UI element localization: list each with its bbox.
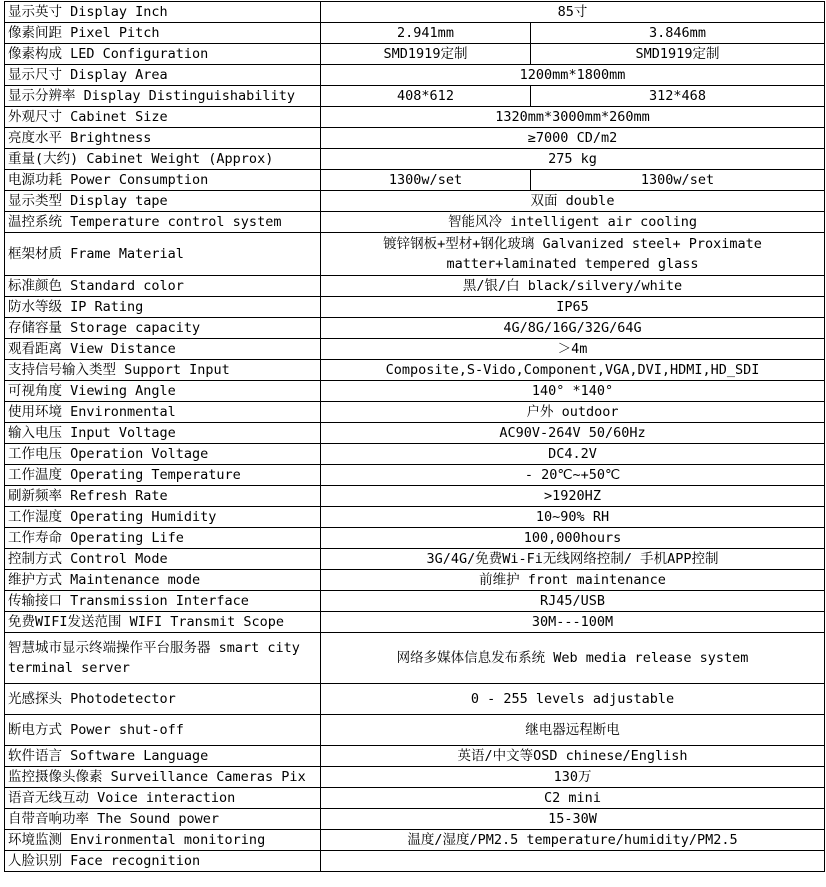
- spec-row: [5, 767, 825, 788]
- spec-value: 140° *140°: [321, 381, 825, 402]
- spec-row: [5, 23, 825, 44]
- spec-value: 户外 outdoor: [321, 402, 825, 423]
- spec-value: ＞4m: [321, 339, 825, 360]
- spec-label: 工作电压 Operation Voltage: [5, 444, 321, 465]
- spec-row: [5, 486, 825, 507]
- spec-row: [5, 528, 825, 549]
- spec-value: 网络多媒体信息发布系统 Web media release system: [321, 633, 825, 684]
- spec-label: 亮度水平 Brightness: [5, 128, 321, 149]
- spec-label: 显示英寸 Display Inch: [5, 2, 321, 23]
- spec-label: 控制方式 Control Mode: [5, 549, 321, 570]
- spec-label: 光感探头 Photodetector: [5, 684, 321, 715]
- spec-row: [5, 212, 825, 233]
- spec-label: 外观尺寸 Cabinet Size: [5, 107, 321, 128]
- spec-value: 15-30W: [321, 809, 825, 830]
- spec-row: [5, 612, 825, 633]
- spec-value: 前维护 front maintenance: [321, 570, 825, 591]
- spec-value: 1200mm*1800mm: [321, 65, 825, 86]
- spec-row: [5, 360, 825, 381]
- spec-row: [5, 809, 825, 830]
- spec-label: 可视角度 Viewing Angle: [5, 381, 321, 402]
- spec-row: [5, 402, 825, 423]
- spec-value: Composite,S-Vido,Component,VGA,DVI,HDMI,HD_SDI: [321, 360, 825, 381]
- spec-row: [5, 318, 825, 339]
- spec-row: [5, 570, 825, 591]
- spec-table: [4, 1, 825, 872]
- spec-label: 免费WIFI发送范围 WIFI Transmit Scope: [5, 612, 321, 633]
- spec-value: 2.941mm: [321, 23, 531, 44]
- spec-value: 130万: [321, 767, 825, 788]
- spec-row: [5, 233, 825, 276]
- spec-label: 标准颜色 Standard color: [5, 276, 321, 297]
- spec-label: 监控摄像头像素 Surveillance Cameras Pix: [5, 767, 321, 788]
- spec-value: 双面 double: [321, 191, 825, 212]
- spec-value: SMD1919定制: [531, 44, 825, 65]
- spec-label: 工作寿命 Operating Life: [5, 528, 321, 549]
- spec-value: 85寸: [321, 2, 825, 23]
- spec-row: [5, 276, 825, 297]
- spec-value: DC4.2V: [321, 444, 825, 465]
- spec-row: [5, 851, 825, 872]
- spec-value: 408*612: [321, 86, 531, 107]
- spec-label: 像素构成 LED Configuration: [5, 44, 321, 65]
- spec-label: 重量(大约) Cabinet Weight (Approx): [5, 149, 321, 170]
- spec-value: 30M---100M: [321, 612, 825, 633]
- spec-value: >1920HZ: [321, 486, 825, 507]
- spec-value: 3.846mm: [531, 23, 825, 44]
- spec-value: 0 - 255 levels adjustable: [321, 684, 825, 715]
- spec-table-body: [5, 2, 825, 872]
- spec-label: 软件语言 Software Language: [5, 746, 321, 767]
- spec-label: 工作湿度 Operating Humidity: [5, 507, 321, 528]
- spec-label: 语音无线互动 Voice interaction: [5, 788, 321, 809]
- spec-row: [5, 381, 825, 402]
- spec-row: [5, 65, 825, 86]
- spec-label: 像素间距 Pixel Pitch: [5, 23, 321, 44]
- spec-row: [5, 684, 825, 715]
- spec-label: 工作温度 Operating Temperature: [5, 465, 321, 486]
- spec-label: 电源功耗 Power Consumption: [5, 170, 321, 191]
- spec-label: 框架材质 Frame Material: [5, 233, 321, 276]
- spec-row: [5, 507, 825, 528]
- spec-label: 人脸识别 Face recognition: [5, 851, 321, 872]
- spec-row: [5, 830, 825, 851]
- spec-label: 维护方式 Maintenance mode: [5, 570, 321, 591]
- spec-value: 275 kg: [321, 149, 825, 170]
- spec-label: 显示分辨率 Display Distinguishability: [5, 86, 321, 107]
- spec-label: 智慧城市显示终端操作平台服务器 smart city terminal server: [5, 633, 321, 684]
- spec-value: IP65: [321, 297, 825, 318]
- spec-row: [5, 44, 825, 65]
- spec-label: 自带音响功率 The Sound power: [5, 809, 321, 830]
- spec-value: 10~90% RH: [321, 507, 825, 528]
- spec-value: 镀锌钢板+型材+钢化玻璃 Galvanized steel+ Proximate matter+laminated tempered glass: [321, 233, 825, 276]
- spec-label: 存储容量 Storage capacity: [5, 318, 321, 339]
- spec-row: [5, 339, 825, 360]
- spec-value: 智能风冷 intelligent air cooling: [321, 212, 825, 233]
- spec-label: 环境监测 Environmental monitoring: [5, 830, 321, 851]
- spec-row: [5, 591, 825, 612]
- spec-value: 1300w/set: [321, 170, 531, 191]
- spec-row: [5, 86, 825, 107]
- spec-row: [5, 128, 825, 149]
- spec-value: ≥7000 CD/m2: [321, 128, 825, 149]
- spec-row: [5, 465, 825, 486]
- spec-row: [5, 297, 825, 318]
- spec-row: [5, 633, 825, 684]
- spec-row: [5, 191, 825, 212]
- spec-value: 黑/银/白 black/silvery/white: [321, 276, 825, 297]
- spec-value: AC90V-264V 50/60Hz: [321, 423, 825, 444]
- spec-row: [5, 170, 825, 191]
- spec-value: RJ45/USB: [321, 591, 825, 612]
- spec-value: 3G/4G/免费Wi-Fi无线网络控制/ 手机APP控制: [321, 549, 825, 570]
- spec-label: 输入电压 Input Voltage: [5, 423, 321, 444]
- spec-label: 防水等级 IP Rating: [5, 297, 321, 318]
- spec-row: [5, 107, 825, 128]
- spec-label: 使用环境 Environmental: [5, 402, 321, 423]
- spec-row: [5, 2, 825, 23]
- spec-label: 显示类型 Display tape: [5, 191, 321, 212]
- spec-row: [5, 444, 825, 465]
- spec-value: SMD1919定制: [321, 44, 531, 65]
- spec-value: 312*468: [531, 86, 825, 107]
- spec-value: 继电器远程断电: [321, 715, 825, 746]
- spec-row: [5, 715, 825, 746]
- spec-row: [5, 788, 825, 809]
- spec-row: [5, 149, 825, 170]
- spec-label: 温控系统 Temperature control system: [5, 212, 321, 233]
- spec-row: [5, 746, 825, 767]
- spec-label: 断电方式 Power shut-off: [5, 715, 321, 746]
- spec-label: 传输接口 Transmission Interface: [5, 591, 321, 612]
- spec-value: 100,000hours: [321, 528, 825, 549]
- spec-value: C2 mini: [321, 788, 825, 809]
- spec-value: 4G/8G/16G/32G/64G: [321, 318, 825, 339]
- spec-label: 显示尺寸 Display Area: [5, 65, 321, 86]
- spec-row: [5, 423, 825, 444]
- spec-value: 1300w/set: [531, 170, 825, 191]
- spec-value: 英语/中文等OSD chinese/English: [321, 746, 825, 767]
- spec-row: [5, 549, 825, 570]
- spec-label: 支持信号输入类型 Support Input: [5, 360, 321, 381]
- spec-label: 观看距离 View Distance: [5, 339, 321, 360]
- spec-label: 刷新频率 Refresh Rate: [5, 486, 321, 507]
- spec-value: [321, 851, 825, 872]
- spec-value: - 20℃~+50℃: [321, 465, 825, 486]
- spec-value: 1320mm*3000mm*260mm: [321, 107, 825, 128]
- spec-value: 温度/湿度/PM2.5 temperature/humidity/PM2.5: [321, 830, 825, 851]
